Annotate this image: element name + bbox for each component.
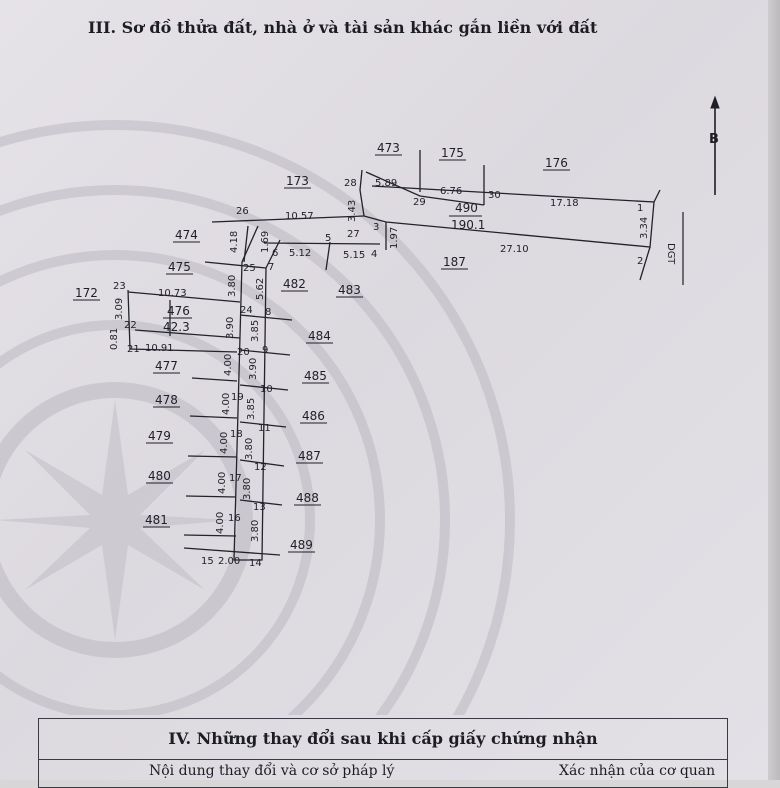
dim-10-57: 10.57 xyxy=(285,211,314,222)
dim-0-81: 0.81 xyxy=(109,327,120,350)
point-9: 9 xyxy=(262,345,269,356)
road-label: DGT xyxy=(665,243,676,265)
point-12: 12 xyxy=(254,462,267,473)
point-16: 16 xyxy=(228,513,241,524)
dim-5-89: 5.89 xyxy=(375,178,398,189)
point-2: 2 xyxy=(637,256,644,267)
dim-3-09: 3.09 xyxy=(114,297,125,320)
point-15: 15 xyxy=(201,556,214,567)
point-10: 10 xyxy=(260,384,273,395)
point-5: 5 xyxy=(325,233,332,244)
parcel-474: 474 xyxy=(175,228,198,242)
parcel-477: 477 xyxy=(155,359,178,373)
parcel-488: 488 xyxy=(296,491,319,505)
point-11: 11 xyxy=(258,423,271,434)
point-20: 20 xyxy=(237,347,250,358)
watermark-star-icon xyxy=(0,400,235,640)
point-19: 19 xyxy=(231,392,244,403)
parcel-476: 476 xyxy=(167,304,190,318)
dim-4-00-b: 4.00 xyxy=(221,392,232,415)
north-label: B xyxy=(709,132,719,147)
point-30: 30 xyxy=(488,190,501,201)
parcel-490-area: 190.1 xyxy=(451,218,486,232)
parcel-176: 176 xyxy=(545,156,568,170)
parcel-473: 473 xyxy=(377,141,400,155)
dim-6-76: 6.76 xyxy=(440,186,463,197)
point-27: 27 xyxy=(347,229,360,240)
parcel-475: 475 xyxy=(168,260,191,274)
dim-10-73: 10.73 xyxy=(158,288,187,299)
parcel-479: 479 xyxy=(148,429,171,443)
dim-4-00-e: 4.00 xyxy=(215,511,226,534)
parcel-481: 481 xyxy=(145,513,168,527)
section-iv-title: IV. Những thay đổi sau khi cấp giấy chứng nhận xyxy=(39,719,727,760)
dim-4-18: 4.18 xyxy=(229,230,240,253)
point-25: 25 xyxy=(243,263,256,274)
parcel-485: 485 xyxy=(304,369,327,383)
dim-17-18: 17.18 xyxy=(550,198,579,209)
dim-3-80-d: 3.80 xyxy=(250,519,261,542)
parcel-187: 187 xyxy=(443,255,466,269)
dim-5-12: 5.12 xyxy=(289,248,312,259)
point-4: 4 xyxy=(371,249,378,260)
dim-10-91: 10.91 xyxy=(145,343,174,354)
dim-27-10: 27.10 xyxy=(500,244,529,255)
section-iv-col-content: Nội dung thay đổi và cơ sở pháp lý xyxy=(149,763,395,779)
parcel-486: 486 xyxy=(302,409,325,423)
dim-4-00-d: 4.00 xyxy=(217,471,228,494)
dim-5-15: 5.15 xyxy=(343,250,366,261)
parcel-482: 482 xyxy=(283,277,306,291)
parcel-boundaries xyxy=(128,150,660,560)
dim-3-90-b: 3.90 xyxy=(248,357,259,380)
section-iv-table xyxy=(38,718,728,788)
dim-3-43: 3.43 xyxy=(347,199,358,222)
point-26: 26 xyxy=(236,206,249,217)
parcel-489: 489 xyxy=(290,538,313,552)
dim-3-90-a: 3.90 xyxy=(225,316,236,339)
parcel-483: 483 xyxy=(338,283,361,297)
point-6: 6 xyxy=(272,248,279,259)
point-3: 3 xyxy=(373,222,380,233)
dim-3-80-b: 3.80 xyxy=(244,437,255,460)
section-iii-title: III. Sơ đồ thửa đất, nhà ở và tài sản khác gắn liền với đất xyxy=(88,18,598,37)
dim-3-85-a: 3.85 xyxy=(250,319,261,342)
parcel-480: 480 xyxy=(148,469,171,483)
parcel-476-area: 42.3 xyxy=(163,320,190,334)
point-28: 28 xyxy=(344,178,357,189)
point-29: 29 xyxy=(413,197,426,208)
dim-1-97: 1.97 xyxy=(389,226,400,249)
point-23: 23 xyxy=(113,281,126,292)
parcel-484: 484 xyxy=(308,329,331,343)
section-iv-col-confirm: Xác nhận của cơ quan xyxy=(559,763,716,779)
dim-3-80-top: 3.80 xyxy=(227,274,238,297)
dim-5-62: 5.62 xyxy=(255,277,266,300)
point-14: 14 xyxy=(249,558,262,569)
parcel-487: 487 xyxy=(298,449,321,463)
parcel-490: 490 xyxy=(455,201,478,215)
point-8: 8 xyxy=(265,307,272,318)
dim-1-69: 1.69 xyxy=(260,230,271,253)
parcel-173: 173 xyxy=(286,174,309,188)
point-1: 1 xyxy=(637,203,644,214)
point-13: 13 xyxy=(253,502,266,513)
dim-3-80-c: 3.80 xyxy=(242,477,253,500)
dim-4-00-a: 4.00 xyxy=(223,353,234,376)
point-7: 7 xyxy=(268,262,275,273)
dim-2-00: 2.00 xyxy=(218,556,241,567)
dim-3-85-b: 3.85 xyxy=(246,397,257,420)
parcel-175: 175 xyxy=(441,146,464,160)
point-17: 17 xyxy=(229,473,242,484)
parcel-172: 172 xyxy=(75,286,98,300)
point-21: 21 xyxy=(127,344,140,355)
point-24: 24 xyxy=(240,305,253,316)
point-22: 22 xyxy=(124,320,137,331)
parcel-478: 478 xyxy=(155,393,178,407)
point-18: 18 xyxy=(230,429,243,440)
dim-3-34: 3.34 xyxy=(639,216,650,239)
dim-4-00-c: 4.00 xyxy=(219,431,230,454)
